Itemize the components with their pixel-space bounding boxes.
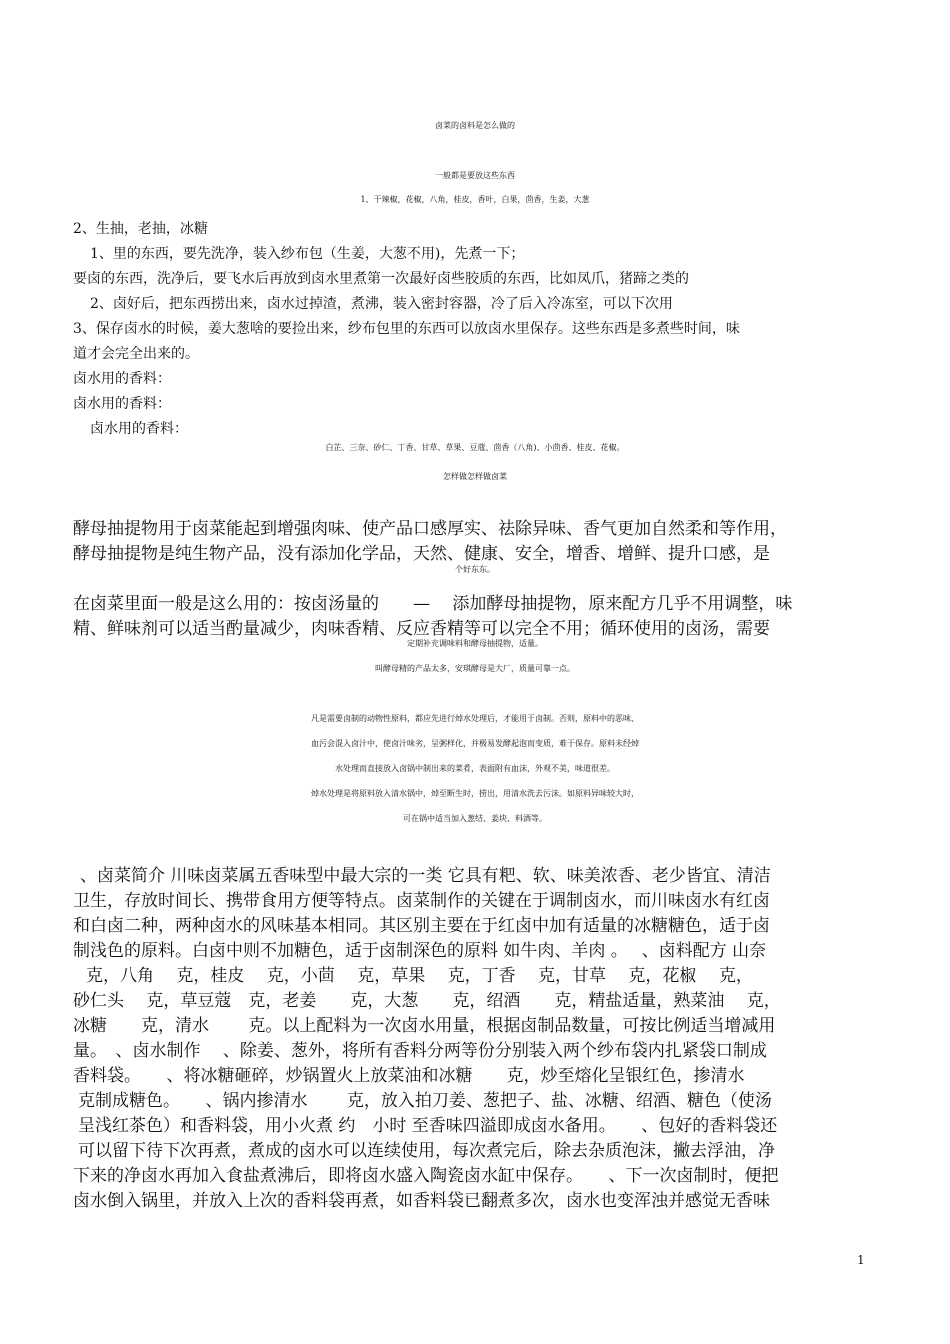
text-line: 卫生，存放时间长、携带食用方便等特点。卤菜制作的关键在于调制卤水，而川味卤水有红卤 (73, 891, 770, 911)
section-subtitle: 怎样做怎样做卤菜 (443, 472, 507, 481)
text-line: 个好东东。 (455, 565, 495, 574)
text-line: 可在锅中适当加入葱结、姜块、料酒等。 (403, 814, 547, 823)
text-line: 1、里的东西，要先洗净，装入纱布包（生姜，大葱不用)，先煮一下； (90, 246, 525, 262)
text-line: 定期补充调味料和酵母抽提物，适量。 (407, 639, 543, 648)
text-line: 水处理而直接放入卤锅中制出来的菜肴，表面附有血沫，外观不美，味道很差。 (335, 764, 615, 773)
text-line: 道才会完全出来的。 (73, 346, 199, 362)
text-line: 焯水处理是将原料放入清水锅中，焯至断生时，捞出，用清水洗去污沫。如原料异味较大时， (311, 789, 639, 798)
text-line: 可以留下待下次再煮，煮成的卤水可以连续使用，每次煮完后，除去杂质泡沫，撇去浮油，净 (78, 1141, 775, 1161)
text-line: 精、鲜味剂可以适当酌量减少，肉味香精、反应香精等可以完全不用；循环使用的卤汤，需要 (73, 619, 770, 639)
text-line: 卤水倒入锅里，并放入上次的香料袋再煮，如香料袋已翻煮多次，卤水也变浑浊并感觉无香味 (73, 1191, 770, 1211)
text-line: 冰糖 克，清水 克。以上配料为一次卤水用量，根据卤制品数量，可按比例适当增减用 (73, 1016, 776, 1036)
text-line: 2、生抽，老抽，冰糖 (73, 221, 208, 237)
text-line: 1、干辣椒，花椒，八角，桂皮，香叶，白果，茴香，生姜，大葱 (360, 195, 590, 204)
text-line: 卤水用的香料： (73, 371, 171, 387)
intro-line: 一般都是要放这些东西 (435, 171, 515, 180)
text-line: 香料袋。 、将冰糖砸碎，炒锅置火上放菜油和冰糖 克，炒至熔化呈银红色，掺清水 (73, 1066, 745, 1086)
text-line: 制浅色的原料。白卤中则不加糖色，适于卤制深色的原料 如牛肉、羊肉 。 、卤料配方 山奈 (73, 941, 767, 961)
text-line: 酵母抽提物用于卤菜能起到增强肉味、使产品口感厚实、祛除异味、香气更加自然柔和等作用， (73, 519, 787, 539)
text-line: 卤水用的香料： (73, 396, 171, 412)
text-line: 在卤菜里面一般是这么用的：按卤汤量的 — 添加酵母抽提物，原来配方几乎不用调整，味 (73, 594, 793, 614)
text-line: 下来的净卤水再加入食盐煮沸后，即将卤水盛入陶瓷卤水缸中保存。 、下一次卤制时，便把 (73, 1166, 779, 1186)
text-line: 、卤菜简介 川味卤菜属五香味型中最大宗的一类 它具有粑、软、味美浓香、老少皆宜、清洁 (80, 866, 771, 886)
text-line: 3、保存卤水的时候，姜大葱啥的要捡出来，纱布包里的东西可以放卤水里保存。这些东西是多煮些时间，味 (73, 321, 740, 337)
text-line: 叫酵母精的产品太多，安琪酵母是大厂，质量可靠一点。 (375, 664, 575, 673)
text-line: 克，八角 克，桂皮 克，小茴 克，草果 克，丁香 克，甘草 克，花椒 克， (86, 966, 753, 986)
text-line: 砂仁头 克，草豆蔻 克，老姜 克，大葱 克，绍酒 克，精盐适量，熟菜油 克， (73, 991, 781, 1011)
page-title: 卤菜的卤料是怎么做的 (435, 121, 515, 130)
text-line: 酵母抽提物是纯生物产品，没有添加化学品，天然、健康、安全，增香、增鲜、提升口感，是 (73, 544, 770, 564)
spice-list-line: 白芷、三奈、砂仁、丁香、甘草、草果、豆蔻、茴香（八角)、小茴香、桂皮、花椒。 (325, 443, 625, 452)
text-line: 血污会混入卤汁中，使卤汁味劣，呈粥样化，并极易发酵起泡而变质，难于保存。原料未经焯 (311, 739, 639, 748)
text-line: 克制成糖色。 、锅内掺清水 克，放入拍刀姜、葱把子、盐、冰糖、绍酒、糖色（使汤 (78, 1091, 772, 1111)
text-line: 卤水用的香料： (90, 421, 188, 437)
text-line: 和白卤二种，两种卤水的风味基本相同。其区别主要在于红卤中加有适量的冰糖糖色，适于卤 (73, 916, 770, 936)
text-line: 量。 、卤水制作 、除姜、葱外，将所有香料分两等份分别装入两个纱布袋内扎紧袋口制成 (73, 1041, 767, 1061)
page-number: 1 (857, 1253, 865, 1267)
text-line: 2、卤好后，把东西捞出来，卤水过掉渣，煮沸，装入密封容器，冷了后入冷冻室，可以下次用 (90, 296, 673, 312)
text-line: 要卤的东西，洗净后，要飞水后再放到卤水里煮第一次最好卤些胶质的东西，比如凤爪，猪蹄之类的 (73, 271, 689, 287)
text-line: 呈浅红茶色）和香料袋，用小火煮 约 小时 至香味四溢即成卤水备用。 、包好的香料袋还 (78, 1116, 778, 1136)
text-line: 凡是需要卤制的动物性原料，都应先进行焯水处理后，才能用于卤制。否则，原料中的恶味、 (311, 714, 639, 723)
